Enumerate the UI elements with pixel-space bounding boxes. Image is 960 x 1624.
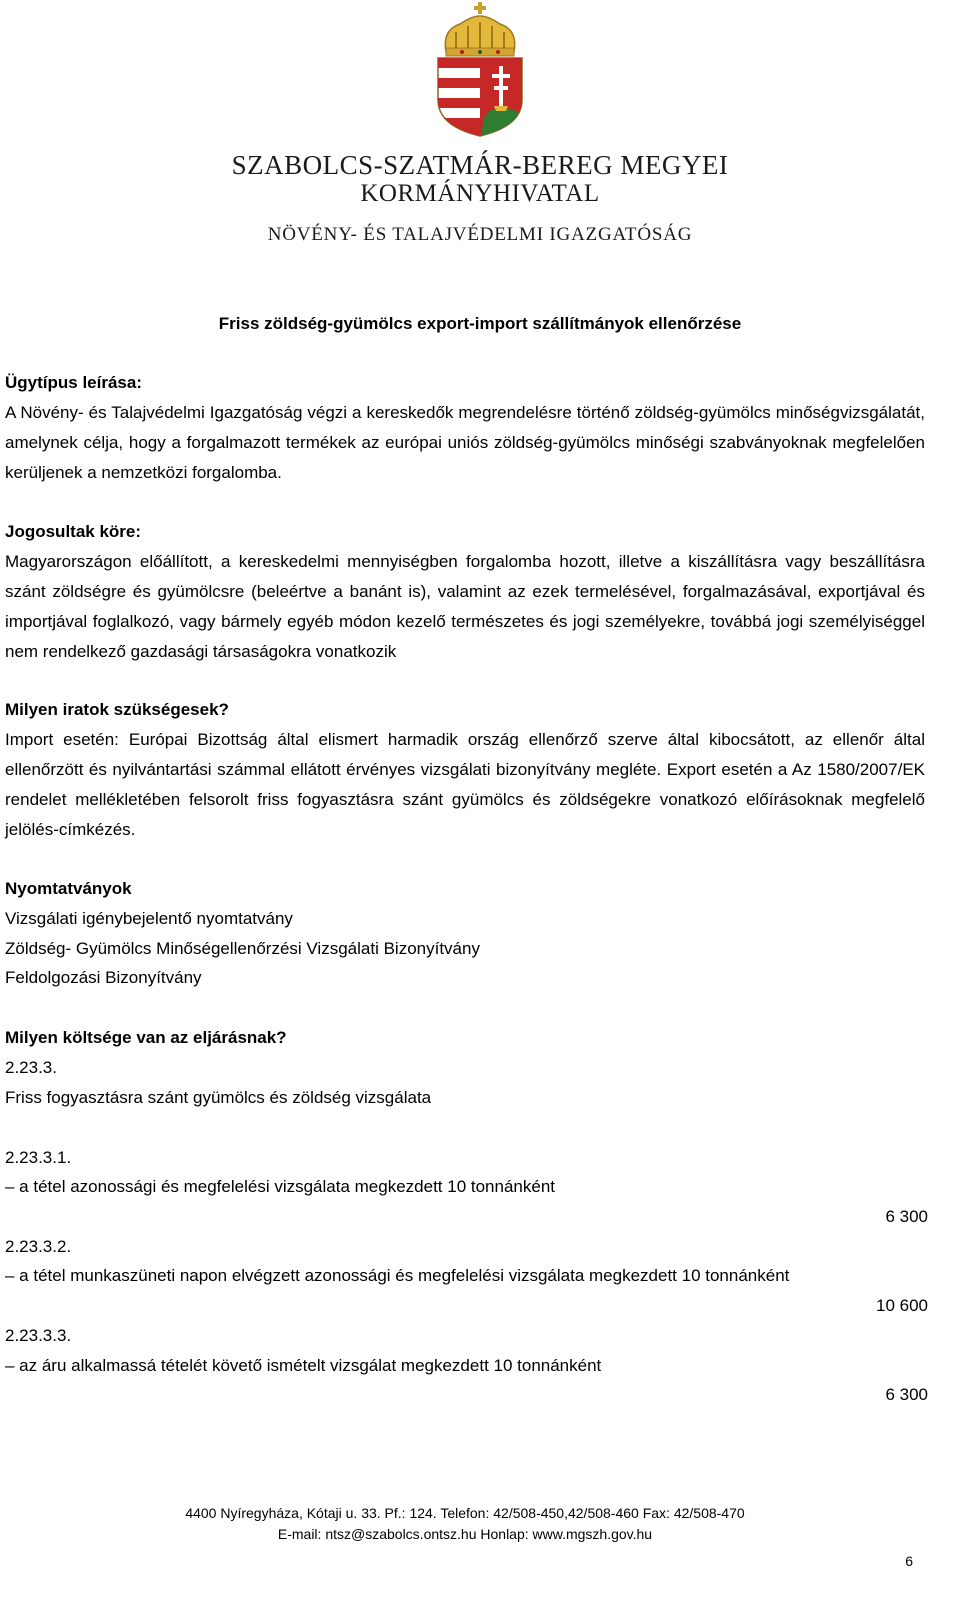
description-heading: Ügytípus leírása: <box>5 373 142 392</box>
org-name-line1: SZABOLCS-SZATMÁR-BEREG MEGYEI <box>231 150 729 180</box>
eligible-body: Magyarországon előállított, a kereskedelmi mennyiségben forgalomba hozott, illetve a kiszállításra vagy beszállításra szánt zöldségre és gyümölcsre (beleértve a banánt is), valamint az ezek termelésével, forgalmazásával, exportjával és importjával foglalkozó, vagy bármely egyéb módon kezelő természetes és jogi személyekre, továbbá jogi személyiséggel nem rendelkező gazdasági társaságokra vonatkozik <box>5 552 925 661</box>
form-link-request[interactable]: Vizsgálati igénybejelentő nyomtatvány <box>5 909 293 928</box>
directorate-name: NÖVÉNY- ÉS TALAJVÉDELMI IGAZGATÓSÁG <box>267 224 693 245</box>
documents-heading: Milyen iratok szükségesek? <box>5 700 229 719</box>
form-link-processing[interactable]: Feldolgozási Bizonyítvány <box>5 968 202 987</box>
costs-heading: Milyen költsége van az eljárásnak? <box>5 1028 287 1047</box>
page-title: Friss zöldség-gyümölcs export-import szállítmányok ellenőrzése <box>218 314 742 333</box>
page-number: 6 <box>905 1553 913 1569</box>
forms-heading: Nyomtatványok <box>5 879 132 898</box>
fee-description: – a tétel munkaszüneti napon elvégzett azonossági és megfelelési vizsgálata megkezdett 10 tonnánként <box>5 1266 790 1285</box>
costs-code: 2.23.3. <box>5 1058 57 1077</box>
fee-amount: 6 300 <box>885 1207 928 1226</box>
costs-subtitle: Friss fogyasztásra szánt gyümölcs és zöldség vizsgálata <box>5 1088 432 1107</box>
shield-icon <box>438 58 522 140</box>
fee-code: 2.23.3.1. <box>5 1148 72 1167</box>
footer-address: 4400 Nyíregyháza, Kótaji u. 33. Pf.: 124. Telefon: 42/508-450,42/508-460 Fax: 42/508-470 <box>185 1505 745 1521</box>
eligible-heading: Jogosultak köre: <box>5 522 142 541</box>
fee-code: 2.23.3.3. <box>5 1326 72 1345</box>
form-link-certificate[interactable]: Zöldség- Gyümölcs Minőségellenőrzési Vizsgálati Bizonyítvány <box>5 939 480 958</box>
fee-amount: 6 300 <box>885 1385 928 1404</box>
footer-contact: E-mail: ntsz@szabolcs.ontsz.hu Honlap: www.mgszh.gov.hu <box>277 1526 653 1542</box>
documents-body: Import esetén: Európai Bizottság által elismert harmadik ország ellenőrző szerve által kibocsátott, az ellenőr által ellenőrzött és nyilvántartási számmal ellátott érvényes vizsgálati bizonyítvány megléte. Export esetén a Az 1580/2007/EK rendelet mellékletében felsorolt friss fogyasztásra szánt gyümölcs és zöldségekre vonatkozó előírásoknak megfelelő jelölés-címkézés. <box>5 730 925 839</box>
fee-description: – a tétel azonossági és megfelelési vizsgálata megkezdett 10 tonnánként <box>5 1177 556 1196</box>
description-body: A Növény- és Talajvédelmi Igazgatóság végzi a kereskedők megrendelésre történő zöldség-gyümölcs minőségvizsgálatát, amelynek célja, hogy a forgalmazott termékek az európai uniós zöldség-gyümölcs minőségi szabványoknak megfelelően kerüljenek a nemzetközi forgalomba. <box>5 403 925 482</box>
fee-description: – az áru alkalmassá tételét követő ismételt vizsgálat megkezdett 10 tonnánként <box>5 1356 602 1375</box>
crown-icon <box>445 2 514 56</box>
fee-code: 2.23.3.2. <box>5 1237 72 1256</box>
org-name-line2: KORMÁNYHIVATAL <box>360 180 600 207</box>
coat-of-arms-logo <box>432 0 528 140</box>
fee-amount: 10 600 <box>876 1296 928 1315</box>
